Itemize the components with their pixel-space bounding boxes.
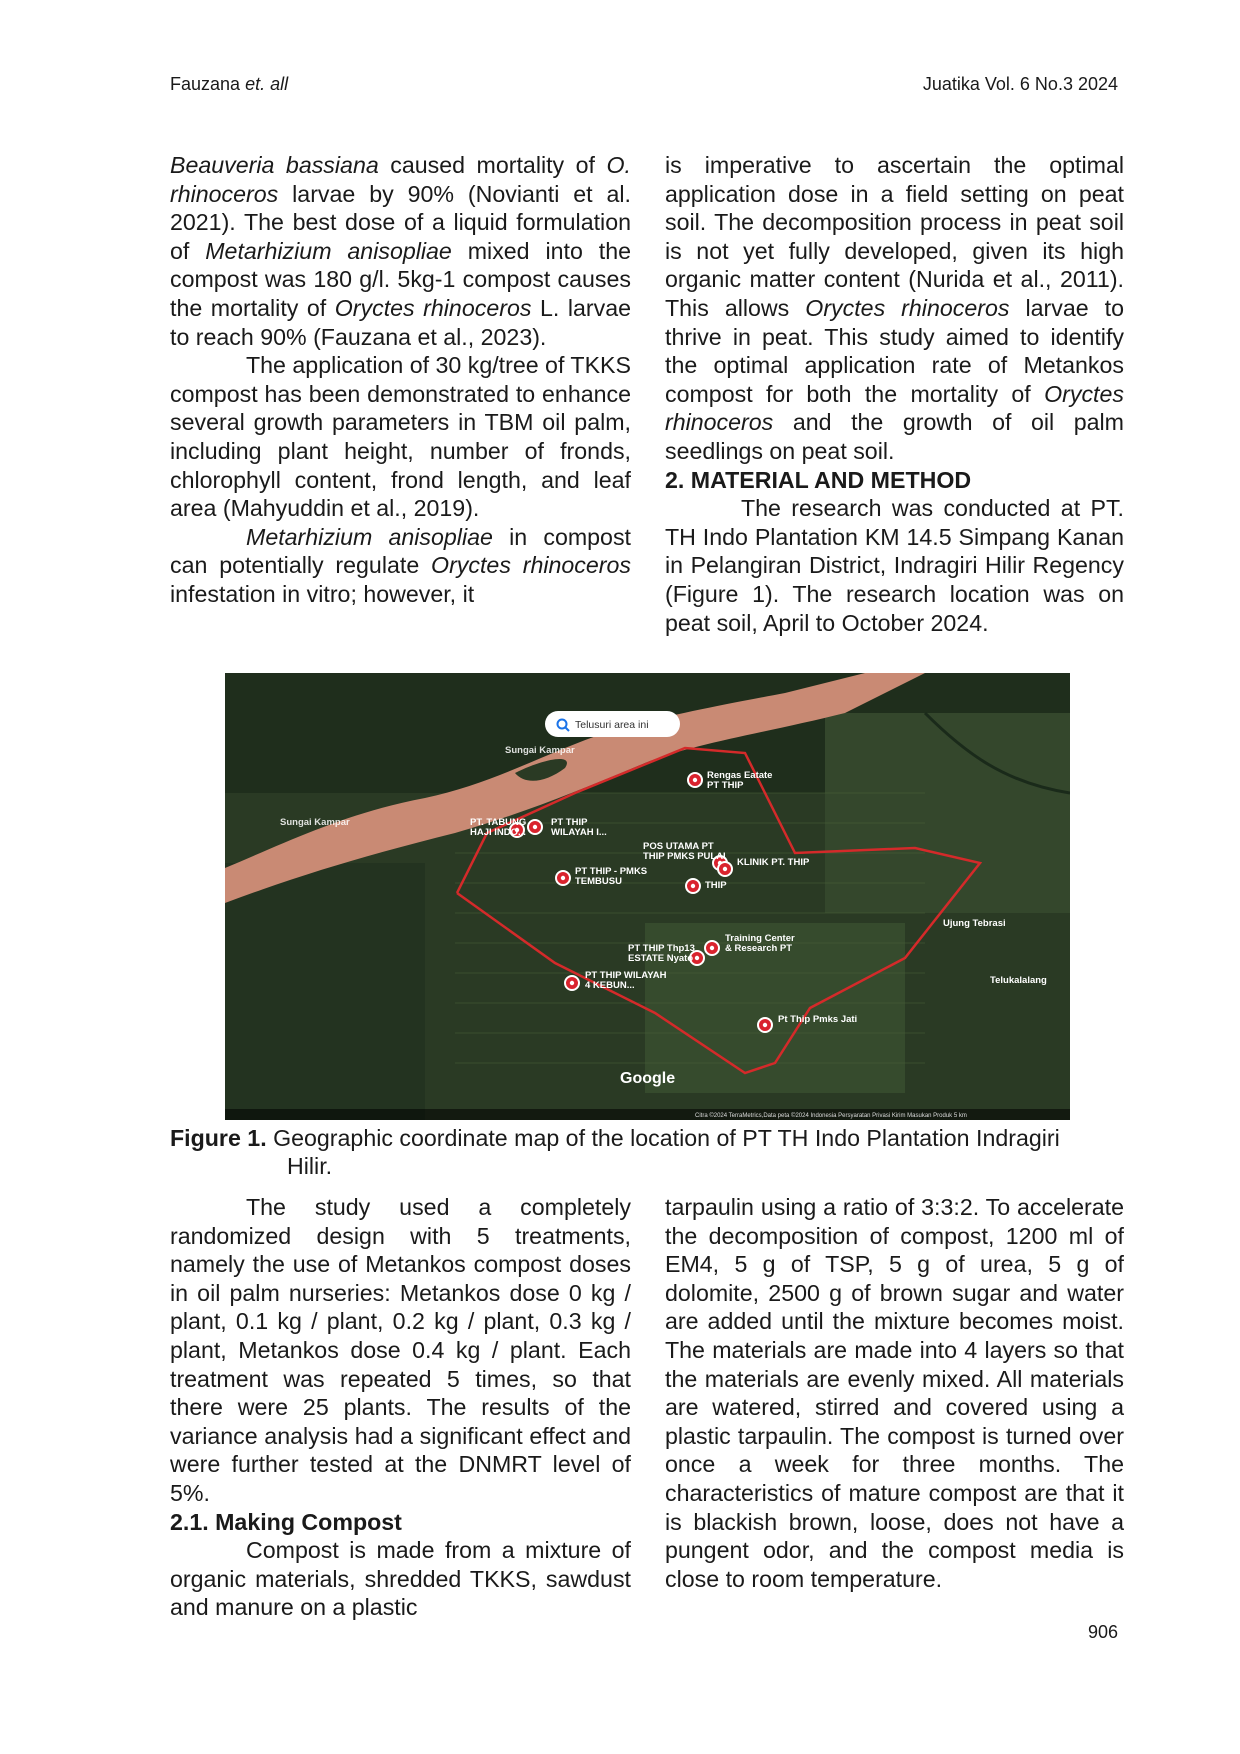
search-chip[interactable] xyxy=(545,711,680,737)
map-pin-dot xyxy=(695,956,699,960)
text-run: L. larvae to reach 90% (Fauzana et al., 2023). xyxy=(170,294,631,350)
text-run: is imperative to ascertain the optimal application dose in a field setting on peat soil. The decomposition process in peat soil is not yet fully developed, given its high organic matter content (Nurida et al., 2011). This allows xyxy=(665,152,1124,321)
map-pin-label: THIP PMKS PULAI xyxy=(643,851,726,862)
map-pin-label: Training Center xyxy=(725,933,795,944)
caption-text: Geographic coordinate map of the location of PT TH Indo Plantation Indragiri xyxy=(266,1125,1060,1151)
header-author: Fauzana xyxy=(170,74,246,94)
italic-run: Oryctes rhinoceros xyxy=(334,294,532,321)
column-right-top xyxy=(665,151,1124,637)
paragraph xyxy=(665,494,1124,637)
map-pin-label: 4 KEBUN... xyxy=(585,980,635,991)
paragraph xyxy=(665,151,1124,466)
map-pin-dot xyxy=(533,825,537,829)
text-run: The research was conducted at PT. TH Indo Plantation KM 14.5 Simpang Kanan in Pelangiran District, Indragiri Hilir Regency (Figure 1). The research location was on peat soil, April to October 2024. xyxy=(665,495,1124,636)
text-run: mixed into the compost was 180 g/l. 5kg-1 compost causes the mortality of xyxy=(170,237,631,321)
place-label: Ujung Tebrasi xyxy=(943,918,1006,929)
section-heading: 2.1. Making Compost xyxy=(170,1508,402,1535)
text-run: tarpaulin using a ratio of 3:3:2. To accelerate the decomposition of compost, 1200 ml of EM4, 5 g of TSP, 5 g of urea, 5 g of dolomite, 2500 g of brown sugar and water are added until the mixture becomes moist. The materials are made into 4 layers so that the materials are evenly mixed. All materials are watered, stirred and covered using a plastic tarpaulin. The compost is turned over once a week for three months. The characteristics of mature compost are that it is blackish brown, loose, does not have a pungent odor, and the compost media is close to room temperature. xyxy=(665,1194,1124,1592)
map-pin-label: KLINIK PT. THIP xyxy=(737,857,810,868)
map-pin-label: PT. TABUNG xyxy=(470,817,527,828)
figure-caption xyxy=(170,1124,1130,1180)
text-run: The study used a completely randomized design with 5 treatments, namely the use of Metankos compost doses in oil palm nurseries: Metankos dose 0 kg / plant, 0.1 kg / plant, 0.2 kg / plant, 0.3 kg / plant, Metankos dose 0.4 kg / plant. Each treatment was repeated 5 times, so that there were 25 plants. The results of the variance analysis had a significant effect and were further tested at the DNMRT level of 5%. xyxy=(170,1194,631,1506)
paragraph xyxy=(170,1536,631,1622)
map-pin-dot xyxy=(691,884,695,888)
map-pin-label: ESTATE Nyato xyxy=(628,953,694,964)
map-pin-label: WILAYAH I... xyxy=(551,827,607,838)
italic-run: Oryctes rhinoceros xyxy=(431,552,631,579)
italic-run: Beauveria bassiana xyxy=(170,152,379,178)
italic-run: Metarhizium anisopliae xyxy=(205,237,452,264)
figure-label: Figure 1. xyxy=(170,1125,267,1151)
place-label: Telukalalang xyxy=(990,975,1047,986)
paragraph xyxy=(170,351,631,523)
map-pin-label: PT THIP Thp13 xyxy=(628,943,695,954)
text-run: infestation in vitro; however, it xyxy=(170,580,475,607)
header-et-al: et. all xyxy=(245,74,289,94)
text-run: larvae to thrive in peat. This study aimed to identify the optimal application rate of Metankos compost for both the mortality of xyxy=(665,294,1124,407)
river-label: Sungai Kampar xyxy=(505,745,575,756)
map-pin-label: & Research PT xyxy=(725,943,793,954)
river-label: Sungai Kampar xyxy=(280,817,350,828)
paragraph xyxy=(170,523,631,609)
running-header-authors xyxy=(170,74,288,95)
text-run: larvae by 90% (Novianti et al. 2021). The best dose of a liquid formulation of xyxy=(170,180,631,264)
map-pin-label: POS UTAMA PT xyxy=(643,841,714,852)
google-logo: Google xyxy=(620,1070,676,1087)
italic-run: Oryctes rhinoceros xyxy=(805,294,1010,321)
caption-line-2: Hilir. xyxy=(287,1153,333,1179)
map-pin-label: Pt Thip Pmks Jati xyxy=(778,1014,858,1025)
page-number: 906 xyxy=(1087,1622,1118,1642)
search-chip-label: Telusuri area ini xyxy=(575,719,649,731)
map-pin-label: THIP xyxy=(705,880,727,891)
map-pin-dot xyxy=(570,981,574,985)
text-run: in compost can potentially regulate xyxy=(170,523,631,579)
text-run: The application of 30 kg/tree of TKKS compost has been demonstrated to enhance several growth parameters in TBM oil palm, including plant height, number of fronds, chlorophyll content, frond length, and leaf area (Mahyuddin et al., 2019). xyxy=(170,352,631,522)
running-header-journal: Juatika Vol. 6 No.3 2024 xyxy=(922,74,1118,94)
map-pin-label: PT THIP WILAYAH xyxy=(585,970,667,981)
map-pin-dot xyxy=(561,876,565,880)
paragraph xyxy=(665,1193,1124,1593)
map-pin-label: HAJI INDO... xyxy=(470,827,526,838)
column-left-top xyxy=(170,151,631,609)
map-pin-dot xyxy=(763,1023,767,1027)
map-pin-dot xyxy=(723,867,727,871)
map-pin-label: PT THIP - PMKS xyxy=(575,866,648,877)
paragraph xyxy=(170,151,631,351)
text-run: and the growth of oil palm seedlings on peat soil. xyxy=(665,409,1124,464)
column-left-bottom xyxy=(170,1193,631,1622)
caption-line-1 xyxy=(170,1124,1130,1152)
location-map-figure xyxy=(225,673,1070,1120)
map-attribution: Citra ©2024 TerraMetrics,Data peta ©2024 Indonesia Persyaratan Privasi Kirim Masukan Produk 5 km xyxy=(695,1113,967,1119)
map-pin-label: PT THIP xyxy=(707,780,744,791)
italic-run: Oryctes rhinoceros xyxy=(665,380,1124,436)
italic-run: O. rhinoceros xyxy=(170,152,631,207)
map-pin-dot xyxy=(710,946,714,950)
map-pin-dot xyxy=(693,778,697,782)
text-run: Compost is made from a mixture of organic materials, shredded TKKS, sawdust and manure on a plastic xyxy=(170,1537,631,1621)
italic-run: Metarhizium anisopliae xyxy=(246,523,493,550)
map-pin-label: PT THIP xyxy=(551,817,588,828)
map-pin-label: TEMBUSU xyxy=(575,876,622,887)
section-heading: 2. MATERIAL AND METHOD xyxy=(665,466,972,493)
text-run: caused mortality of xyxy=(378,152,607,178)
map-pin-label: Rengas Eatate xyxy=(707,770,773,781)
column-right-bottom xyxy=(665,1193,1124,1593)
paragraph xyxy=(170,1193,631,1508)
